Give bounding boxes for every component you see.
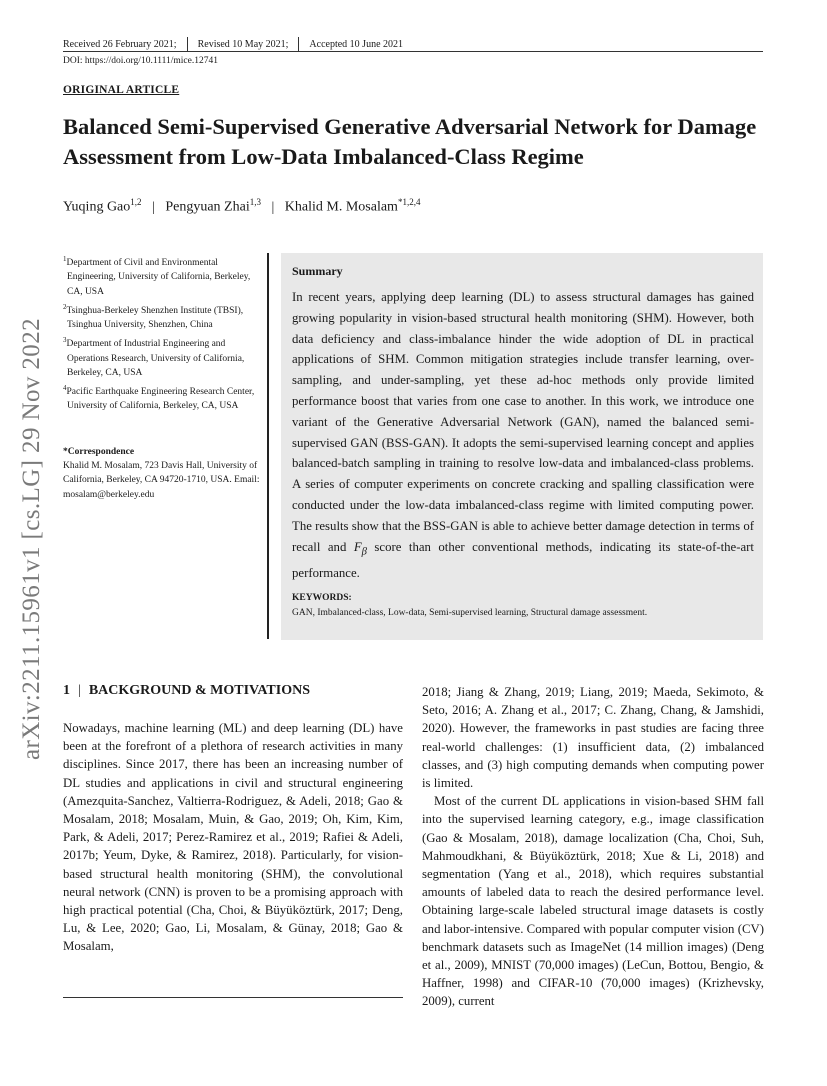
- abstract-text: In recent years, applying deep learning (DL) to assess structural damages has gained growing popularity in vision-based structural health monitoring (SHM). However, both data deficiency and class-imbalance hinder the wide adoption of DL in practical applications of SHM. Common mitigation strategies include transfer learning, over-sampling, and under-sampling, yet these ad-hoc methods only provide limited performance boost that varies from one case to another. In this work, we introduce one variant of the Generative Adversarial Network (GAN), named the balanced semi-supervised GAN (BSS-GAN). It adopts the semi-supervised learning concept and applies balanced-batch sampling in training to resolve low-data and imbalanced-class problems. A series of computer experiments on concrete cracking and spalling classification were conducted under the low-data imbalanced-class regime with limited computing power. The results show that the BSS-GAN is able to achieve better damage detection in terms of recall and: [292, 290, 754, 554]
- footnote-rule: [63, 997, 403, 998]
- history-separator: [187, 37, 188, 52]
- affiliation-item: [63, 333, 268, 380]
- history-separator: [298, 37, 299, 52]
- section-number: 1: [63, 683, 70, 698]
- abstract-text-end: score than other conventional methods, indicating its state-of-the-art performance.: [292, 539, 754, 580]
- correspondence: [63, 445, 268, 502]
- author-affiliation-marker: 1,2: [130, 197, 142, 207]
- abstract-body: [292, 287, 754, 584]
- affiliation-text: Department of Civil and Environmental Engineering, University of California, Berkeley, CA, USA: [66, 258, 251, 297]
- body-paragraph: 2018; Jiang & Zhang, 2019; Liang, 2019; Maeda, Sekimoto, & Seto, 2016; A. Zhang et al., 2017; C. Zhang, Chang, & Jamshidi, 2020). However, the frameworks in past studies are facing three real-world challenges: (1) insufficient data, (2) imbalanced classes, and (3) high computing demands when computing power is limited.: [422, 685, 764, 791]
- affiliation-marker: 3: [63, 336, 67, 345]
- author-separator: |: [271, 199, 275, 215]
- author-affiliation-marker: *1,2,4: [397, 197, 421, 207]
- column-left: [63, 719, 403, 956]
- paper-title: Balanced Semi-Supervised Generative Adversarial Network for Damage Assessment from Low-Data Imbalanced-Class Regime: [63, 114, 757, 169]
- body-paragraph: Most of the current DL applications in vision-based SHM fall into the supervised learning category, e.g., image classification (Gao & Mosalam, 2018), damage localization (Cha, Choi, Suh, Mahmoudkhani, & Büyüköztürk, 2018; Xue & Li, 2018) and segmentation (Yang et al., 2018), which requires substantial amounts of labeled data to reach the desired performance level. Obtaining large-scale labeled structural image datasets is costly and labor-intensive. Compared with popular computer vision (CV) benchmark datasets such as ImageNet (14 million images) (Deng et al., 2009), MNIST (70,000 images) (LeCun, Bottou, Bengio, & Haffner, 1998) and CIFAR-10 (70,000 images) (Krizhevsky, 2009), current: [422, 794, 764, 1009]
- beta-subscript: β: [361, 546, 367, 558]
- affiliation-marker: 1: [63, 255, 67, 263]
- affiliation-item: [63, 300, 268, 333]
- affiliations: [63, 252, 268, 415]
- author-affiliation-marker: 1,3: [249, 197, 261, 207]
- author-separator: |: [152, 199, 155, 215]
- affiliation-item: [63, 252, 268, 299]
- article-history: [63, 37, 403, 52]
- keywords-heading: KEYWORDS:: [292, 593, 352, 603]
- author-name: Yuqing Gao: [63, 199, 131, 215]
- correspondence-text: Khalid M. Mosalam, 723 Davis Hall, University of California, Berkeley, CA 94720-1710, USA. Email: mosalam@berkeley.edu: [63, 461, 260, 500]
- revised-date: Revised 10 May 2021;: [197, 39, 289, 50]
- section-separator: |: [78, 683, 81, 698]
- arxiv-stamp-text: arXiv:2211.15961v1 [cs.LG] 29 Nov 2022: [18, 318, 45, 760]
- section-heading: [63, 683, 310, 699]
- body-paragraph: Nowadays, machine learning (ML) and deep learning (DL) have been at the forefront of a plethora of research activities in many disciplines. Since 2017, there has been an increasing number of DL studies and applications in civil and structural engineering (Amezquita-Sanchez, Valtierra-Rodriguez, & Adeli, 2018; Gao & Mosalam, 2018; Mosalam, Muin, & Gao, 2019; Oh, Kim, Kim, Park, & Adeli, 2017; Perez-Ramirez et al., 2019; Rafiei & Adeli, 2017b; Yeum, Dyke, & Ramirez, 2018). Particularly, for vision-based structural health monitoring (SHM), the convolutional neural network (CNN) is proven to be a promising approach with high practical potential (Cha, Choi, & Büyüköztürk, 2017; Deng, Lu, & Lee, 2020; Gao, Li, Mosalam, & Günay, 2018; Gao & Mosalam,: [63, 721, 403, 954]
- header-rule: [63, 51, 763, 52]
- article-category: ORIGINAL ARTICLE: [63, 84, 180, 96]
- received-date: Received 26 February 2021;: [63, 39, 177, 50]
- f-beta-symbol: F: [353, 539, 362, 554]
- author-name: Pengyuan Zhai: [165, 199, 250, 215]
- affiliation-text: Department of Industrial Engineering and Operations Research, University of California, Berkeley, CA, USA: [66, 339, 245, 378]
- doi[interactable]: DOI: https://doi.org/10.1111/mice.12741: [63, 56, 218, 66]
- accepted-date: Accepted 10 June 2021: [309, 39, 404, 50]
- affiliation-text: Tsinghua-Berkeley Shenzhen Institute (TBSI), Tsinghua University, Shenzhen, China: [66, 305, 244, 331]
- author-name: Khalid M. Mosalam: [284, 199, 398, 215]
- abstract-box: [281, 253, 763, 640]
- abstract-heading: Summary: [292, 264, 343, 278]
- affiliation-text: Pacific Earthquake Engineering Research Center, University of California, Berkeley, CA, USA: [66, 387, 255, 412]
- author-list: [63, 197, 420, 216]
- keywords: GAN, Imbalanced-class, Low-data, Semi-supervised learning, Structural damage assessment.: [292, 608, 648, 618]
- abstract-rule: [267, 253, 269, 639]
- affiliation-marker: 2: [63, 302, 67, 311]
- affiliation-marker: 4: [63, 384, 67, 393]
- column-right: [422, 683, 764, 1011]
- affiliation-item: [63, 381, 268, 414]
- correspondence-heading: *Correspondence: [63, 447, 135, 457]
- section-title: BACKGROUND & MOTIVATIONS: [88, 683, 310, 698]
